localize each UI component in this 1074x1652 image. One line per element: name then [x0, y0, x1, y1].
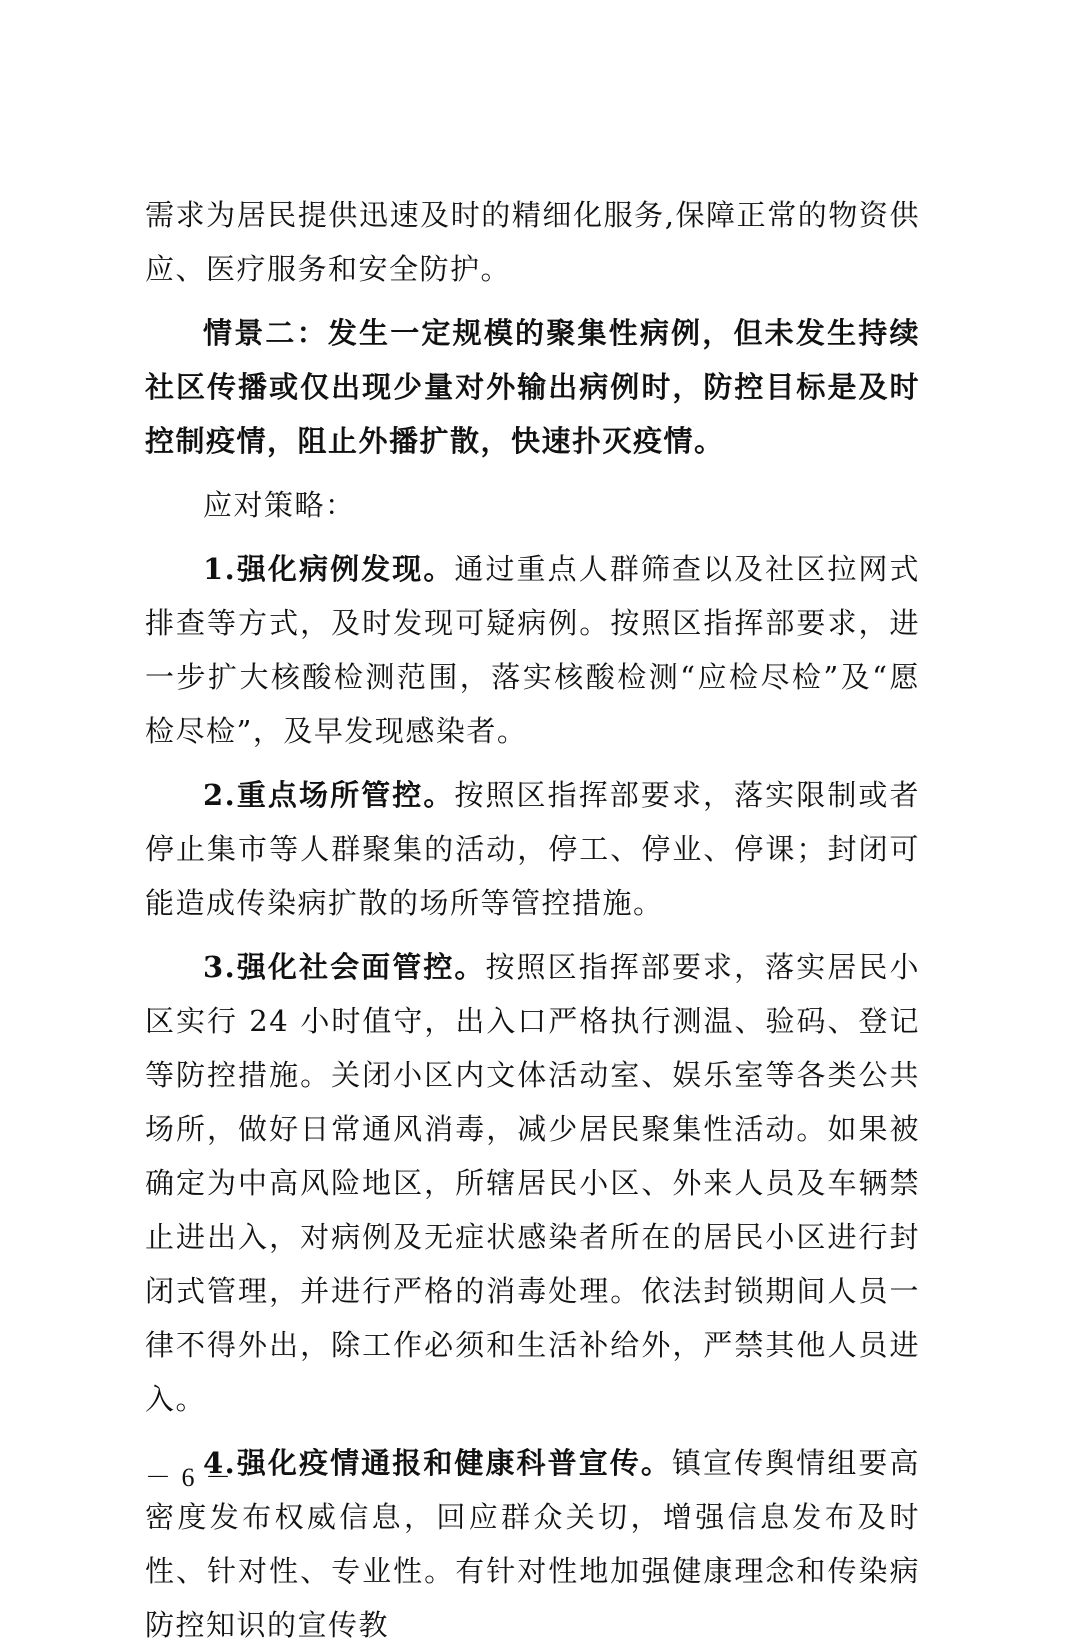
item-3-paragraph	[145, 940, 920, 1426]
page-number: － 6 －	[145, 1463, 234, 1492]
item-3-title: 3.强化社会面管控。	[203, 950, 486, 984]
item-2-body: 按照区指挥部要求，落实限制或者停止集市等人群聚集的活动，停工、停业、停课；封闭可能造成传染病扩散的场所等管控措施。	[145, 778, 920, 920]
item-1-title: 1.强化病例发现。	[203, 552, 455, 586]
document-body	[145, 188, 920, 1652]
item-1-body: 通过重点人群筛查以及社区拉网式排查等方式，及时发现可疑病例。按照区指挥部要求，进一步扩大核酸检测范围，落实核酸检测“应检尽检”及“愿检尽检”，及早发现感染者。	[145, 552, 920, 748]
intro-paragraph: 需求为居民提供迅速及时的精细化服务,保障正常的物资供应、医疗服务和安全防护。	[145, 198, 920, 286]
item-3-body: 按照区指挥部要求，落实居民小区实行 24 小时值守，出入口严格执行测温、验码、登记等防控措施。关闭小区内文体活动室、娱乐室等各类公共场所，做好日常通风消毒，减少居民聚集性活动。如果被确定为中高风险地区，所辖居民小区、外来人员及车辆禁止进出入，对病例及无症状感染者所在的居民小区进行封闭式管理，并进行严格的消毒处理。依法封锁期间人员一律不得外出，除工作必须和生活补给外，严禁其他人员进入。	[145, 950, 920, 1416]
item-4-body: 镇宣传舆情组要高密度发布权威信息，回应群众关切，增强信息发布及时性、针对性、专业性。有针对性地加强健康理念和传染病防控知识的宣传教	[145, 1446, 920, 1642]
item-4-paragraph	[145, 1436, 920, 1652]
item-1-paragraph	[145, 542, 920, 758]
item-2-title: 2.重点场所管控。	[203, 778, 455, 812]
item-2-paragraph	[145, 768, 920, 930]
scenario-two-paragraph: 情景二：发生一定规模的聚集性病例，但未发生持续社区传播或仅出现少量对外输出病例时，防控目标是及时控制疫情，阻止外播扩散，快速扑灭疫情。	[145, 316, 920, 458]
item-4-title: 4.强化疫情通报和健康科普宣传。	[203, 1446, 672, 1480]
strategy-heading: 应对策略：	[203, 488, 356, 522]
